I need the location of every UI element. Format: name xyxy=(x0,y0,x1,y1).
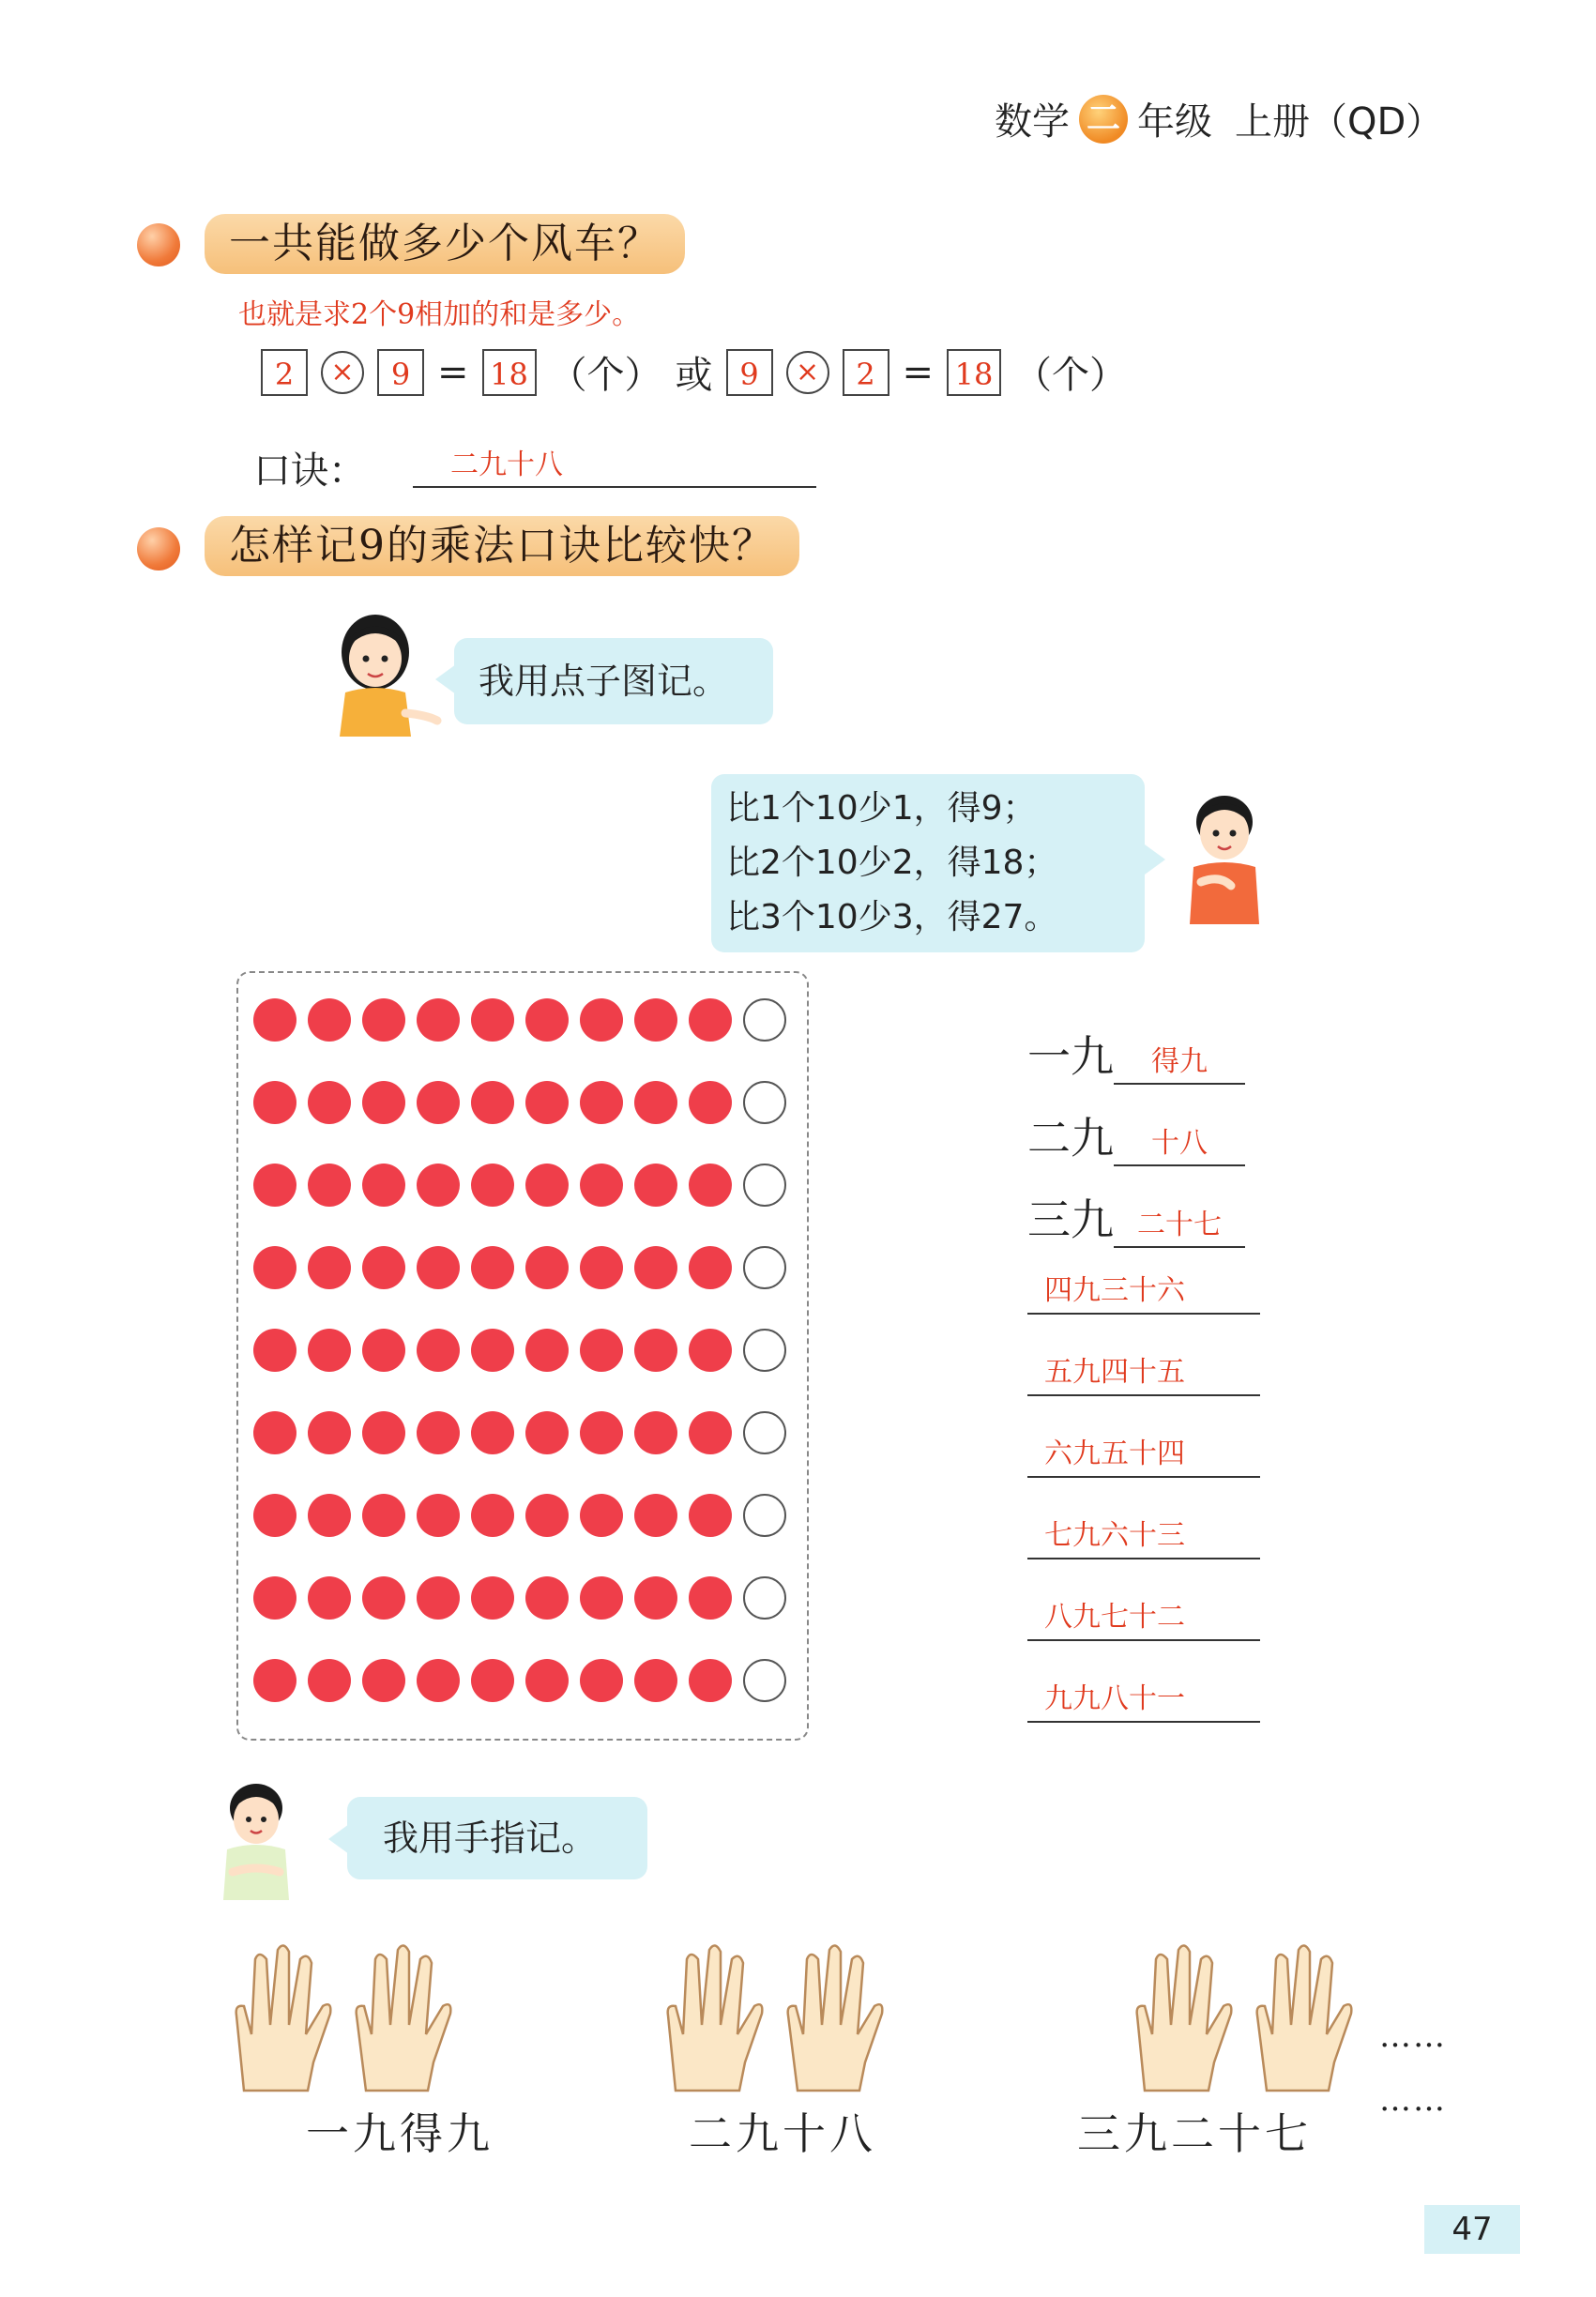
filled-dot xyxy=(634,1659,677,1702)
filled-dot xyxy=(471,1246,514,1289)
table-row xyxy=(1027,1676,1260,1723)
filled-dot xyxy=(417,1576,460,1620)
filled-dot xyxy=(417,998,460,1042)
section-bullet-icon xyxy=(137,527,180,570)
filled-dot xyxy=(471,1411,514,1454)
filled-dot xyxy=(580,1081,623,1124)
filled-dot xyxy=(308,1411,351,1454)
equals-sign: = xyxy=(437,350,469,394)
table-row xyxy=(1027,1513,1260,1559)
empty-dot xyxy=(743,1659,786,1702)
filled-dot xyxy=(253,1411,296,1454)
filled-dot xyxy=(634,1576,677,1620)
table-row xyxy=(1027,1431,1260,1478)
hand-label-1: 一九得九 xyxy=(306,2108,494,2159)
hand-pair-3-icon xyxy=(1126,1931,1370,2100)
filled-dot xyxy=(362,1164,405,1207)
equation-factor-2: 9 xyxy=(377,349,424,396)
filled-dot xyxy=(253,1329,296,1372)
rhyme-answer: 二九十八 xyxy=(450,449,563,481)
table-prefix: 二九 xyxy=(1027,1113,1114,1164)
equation-result-2: 18 xyxy=(947,349,1001,396)
section1-title: 一共能做多少个风车？ xyxy=(205,214,685,274)
filled-dot xyxy=(362,1246,405,1289)
filled-dot xyxy=(362,1659,405,1702)
filled-dot xyxy=(525,1164,569,1207)
filled-dot xyxy=(253,1576,296,1620)
filled-dot xyxy=(417,1246,460,1289)
filled-dot xyxy=(525,1081,569,1124)
empty-dot xyxy=(743,1246,786,1289)
table-row xyxy=(1027,1349,1260,1396)
empty-dot xyxy=(743,998,786,1042)
section-bullet-icon xyxy=(137,223,180,266)
ellipsis: …… xyxy=(1379,2017,1447,2055)
filled-dot xyxy=(525,1329,569,1372)
filled-dot xyxy=(308,1576,351,1620)
filled-dot xyxy=(525,1659,569,1702)
filled-dot xyxy=(580,1411,623,1454)
unit-label: （个） xyxy=(549,354,662,397)
filled-dot xyxy=(634,1494,677,1537)
table-prefix: 三九 xyxy=(1027,1194,1114,1245)
filled-dot xyxy=(253,1164,296,1207)
table-row xyxy=(1027,1268,1260,1315)
filled-dot xyxy=(308,1659,351,1702)
filled-dot xyxy=(417,1494,460,1537)
rhyme-label: 口诀： xyxy=(253,449,366,493)
dot-grid xyxy=(253,998,798,1730)
unit-label: （个） xyxy=(1014,354,1128,397)
empty-dot xyxy=(743,1329,786,1372)
filled-dot xyxy=(417,1081,460,1124)
bubble-tail xyxy=(328,1824,349,1854)
girl-speech-text: 我用点子图记。 xyxy=(479,661,729,702)
section1-hint: 也就是求2个9相加的和是多少。 xyxy=(238,298,641,331)
filled-dot xyxy=(471,1576,514,1620)
equation-operator-1: × xyxy=(321,351,364,394)
filled-dot xyxy=(580,1329,623,1372)
filled-dot xyxy=(308,1246,351,1289)
grade-badge: 二 xyxy=(1079,95,1128,144)
filled-dot xyxy=(689,1329,732,1372)
filled-dot xyxy=(689,1164,732,1207)
equation-factor-4: 2 xyxy=(843,349,889,396)
filled-dot xyxy=(580,1494,623,1537)
filled-dot xyxy=(308,1081,351,1124)
filled-dot xyxy=(689,998,732,1042)
page-number: 47 xyxy=(1424,2205,1520,2254)
filled-dot xyxy=(525,998,569,1042)
filled-dot xyxy=(525,1411,569,1454)
girl-speech-bubble xyxy=(454,638,773,724)
table-answer: 四九三十六 xyxy=(1027,1268,1260,1315)
rhyme-answer-line xyxy=(413,441,816,488)
table-prefix: 一九 xyxy=(1027,1031,1114,1082)
filled-dot xyxy=(471,1081,514,1124)
filled-dot xyxy=(580,1246,623,1289)
filled-dot xyxy=(362,1081,405,1124)
table-answer: 九九八十一 xyxy=(1027,1676,1260,1723)
filled-dot xyxy=(634,1246,677,1289)
boy-speech-bubble xyxy=(711,774,1145,952)
boy-speech-line: 比1个10少1，得9； xyxy=(726,789,1037,828)
nine-times-table xyxy=(1027,1023,1271,1745)
filled-dot xyxy=(525,1246,569,1289)
filled-dot xyxy=(580,1164,623,1207)
empty-dot xyxy=(743,1494,786,1537)
filled-dot xyxy=(362,1576,405,1620)
filled-dot xyxy=(689,1246,732,1289)
empty-dot xyxy=(743,1576,786,1620)
table-row xyxy=(1027,1594,1260,1641)
filled-dot xyxy=(525,1576,569,1620)
filled-dot xyxy=(308,1494,351,1537)
filled-dot xyxy=(689,1494,732,1537)
equation-result-1: 18 xyxy=(482,349,537,396)
filled-dot xyxy=(634,1164,677,1207)
filled-dot xyxy=(308,998,351,1042)
filled-dot xyxy=(253,1659,296,1702)
table-answer: 八九七十二 xyxy=(1027,1594,1260,1641)
filled-dot xyxy=(308,1329,351,1372)
table-answer: 五九四十五 xyxy=(1027,1349,1260,1396)
table-answer: 六九五十四 xyxy=(1027,1431,1260,1478)
filled-dot xyxy=(471,1329,514,1372)
hand-pair-1-icon xyxy=(225,1931,469,2100)
filled-dot xyxy=(417,1329,460,1372)
filled-dot xyxy=(253,1081,296,1124)
filled-dot xyxy=(471,1659,514,1702)
bubble-tail xyxy=(1145,844,1165,875)
girl-illustration xyxy=(319,610,441,737)
table-answer: 七九六十三 xyxy=(1027,1513,1260,1559)
header-volume: 上册（QD） xyxy=(1235,100,1444,144)
table-answer: 二十七 xyxy=(1114,1205,1245,1248)
filled-dot xyxy=(253,998,296,1042)
filled-dot xyxy=(362,1329,405,1372)
filled-dot xyxy=(362,1411,405,1454)
empty-dot xyxy=(743,1411,786,1454)
filled-dot xyxy=(308,1164,351,1207)
filled-dot xyxy=(634,1329,677,1372)
filled-dot xyxy=(417,1659,460,1702)
filled-dot xyxy=(362,998,405,1042)
header-subject: 数学 xyxy=(995,100,1070,144)
equation-factor-3: 9 xyxy=(726,349,773,396)
boy-speech-line: 比2个10少2，得18； xyxy=(726,844,1058,882)
filled-dot xyxy=(471,1164,514,1207)
filled-dot xyxy=(634,1411,677,1454)
filled-dot xyxy=(417,1411,460,1454)
table-answer: 十八 xyxy=(1114,1123,1245,1166)
filled-dot xyxy=(580,1659,623,1702)
hand-label-3: 三九二十七 xyxy=(1077,2108,1312,2159)
filled-dot xyxy=(580,998,623,1042)
equals-sign: = xyxy=(902,350,935,394)
boy-illustration xyxy=(1173,788,1276,924)
filled-dot xyxy=(525,1494,569,1537)
filled-dot xyxy=(253,1494,296,1537)
table-row xyxy=(1027,1186,1245,1248)
empty-dot xyxy=(743,1164,786,1207)
boy2-speech-text: 我用手指记。 xyxy=(383,1818,598,1859)
equation-factor-1: 2 xyxy=(261,349,308,396)
hand-label-2: 二九十八 xyxy=(689,2108,876,2159)
boy2-speech-bubble xyxy=(347,1797,647,1879)
page-header xyxy=(995,92,1443,145)
filled-dot xyxy=(253,1246,296,1289)
empty-dot xyxy=(743,1081,786,1124)
table-row xyxy=(1027,1104,1245,1166)
multiplication-equation xyxy=(261,345,1127,399)
filled-dot xyxy=(689,1411,732,1454)
filled-dot xyxy=(634,998,677,1042)
table-row xyxy=(1027,1023,1245,1085)
filled-dot xyxy=(417,1164,460,1207)
filled-dot xyxy=(689,1659,732,1702)
filled-dot xyxy=(362,1494,405,1537)
filled-dot xyxy=(580,1576,623,1620)
equation-operator-2: × xyxy=(786,351,829,394)
hand-pair-2-icon xyxy=(657,1931,901,2100)
filled-dot xyxy=(634,1081,677,1124)
boy-illustration xyxy=(214,1778,298,1900)
header-grade-suffix: 年级 xyxy=(1137,100,1212,144)
filled-dot xyxy=(471,1494,514,1537)
table-answer: 得九 xyxy=(1114,1042,1245,1085)
filled-dot xyxy=(471,998,514,1042)
filled-dot xyxy=(689,1081,732,1124)
ellipsis: …… xyxy=(1379,2081,1447,2119)
or-label: 或 xyxy=(675,354,713,397)
section2-title: 怎样记9的乘法口诀比较快？ xyxy=(205,516,799,576)
filled-dot xyxy=(689,1576,732,1620)
bubble-tail xyxy=(435,664,456,694)
boy-speech-line: 比3个10少3，得27。 xyxy=(726,898,1058,936)
